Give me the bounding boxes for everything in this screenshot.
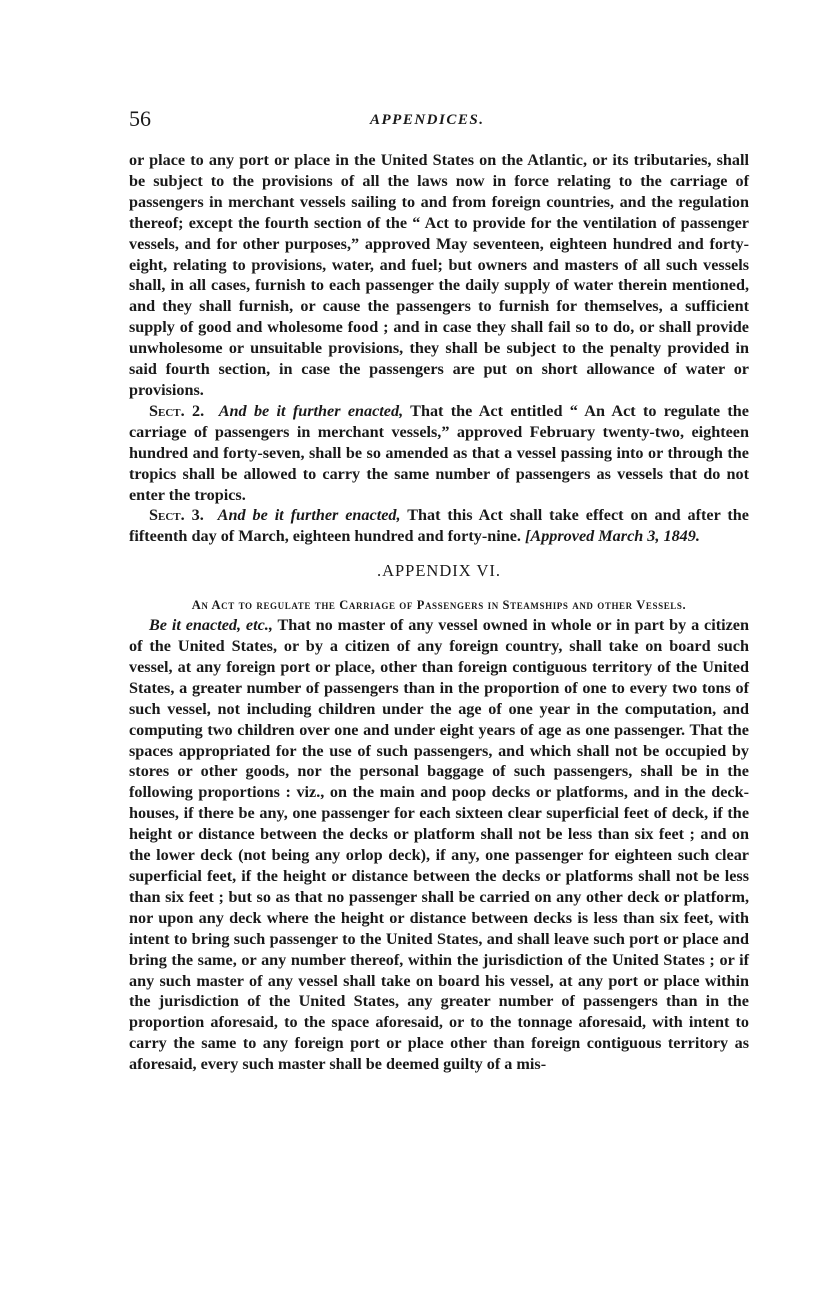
act-title: An Act to regulate the Carriage of Passengers in Steamships and other Vessels.	[191, 598, 687, 613]
section-3-enacting-clause: And be it further enacted,	[217, 506, 401, 525]
section-2-paragraph	[129, 401, 749, 506]
page-number: 56	[129, 106, 151, 131]
section-3-label: Sect. 3.	[149, 506, 204, 525]
section-2-text: That the Act entitled “ An Act to regulate the carriage of passengers in merchant vessels,” approved February twenty-two, eighteen hundred and forty-seven, shall be so amended as that a vessel passing into or through the tropics shall be allowed to carry the same number of passengers as vessels that do not enter the tropics.	[129, 401, 749, 504]
section-2-label: Sect. 2.	[149, 401, 205, 420]
approval-note: [Approved March 3, 1849.	[525, 527, 700, 546]
appendix-title: .APPENDIX VI.	[376, 561, 502, 581]
act-enacting-clause: Be it enacted, etc.,	[149, 616, 273, 635]
body-text	[129, 150, 749, 1075]
section-3-paragraph	[129, 505, 749, 547]
section-3-text: That this Act shall take effect on and after the fifteenth day of March, eighteen hundred and forty-nine.	[129, 506, 749, 546]
section-2-enacting-clause: And be it further enacted,	[218, 401, 404, 420]
paragraph-continuation: or place to any port or place in the United States on the Atlantic, or its tributaries, shall be subject to the provisions of all the laws now in force relating to the carriage of passengers in merchant vessels sailing to and from foreign countries, and the regulation thereof; except the fourth section of the “ Act to provide for the ventilation of passenger vessels, and for other purposes,” approved May seventeen, eighteen hundred and forty-eight, relating to provisions, water, and fuel; but owners and masters of all such vessels shall, in all cases, furnish to each passenger the daily supply of water therein mentioned, and they shall furnish, or cause the passengers to furnish for themselves, a sufficient supply of good and wholesome food ; and in case they shall fail so to do, or shall provide unwholesome or unsuitable provisions, they shall be subject to the penalty provided in said fourth section, in case the passengers are put on short allowance of water or provisions.	[129, 151, 749, 399]
act-body-text: That no master of any vessel owned in whole or in part by a citizen of the United States, or by a citizen of any foreign country, shall take on board such vessel, at any foreign port or place, other than foreign contiguous territory of the United States, a greater number of passengers than in the proportion of one to every two tons of such vessel, not including children under the age of one year in the computation, and computing two children over one and under eight years of age as one passenger. That the spaces appropriated for the use of such passengers, and which shall not be occupied by stores or other goods, nor the personal baggage of such passengers, shall be in the following proportions : viz., on the main and poop decks or platforms, and in the deck-houses, if there be any, one passenger for each sixteen clear superficial feet of deck, if the height or distance between the decks or platform shall not be less than six feet ; and on the lower deck (not being any orlop deck), if any, one passenger for eighteen such clear superficial feet, if the height or distance between the decks or platforms shall not be less than six feet ; but so as that no passenger shall be carried on any other deck or platform, nor upon any deck where the height or distance between decks is less than six feet, with intent to bring such passenger to the United States, and shall leave such port or place and bring the same, or any number thereof, within the jurisdiction of the United States ; or if any such master of any vessel shall take on board his vessel, at any port or place within the jurisdiction of the United States, any greater number of passengers than in the proportion aforesaid, to the space aforesaid, or to the tonnage aforesaid, with intent to carry the same to any foreign port or place other than foreign contiguous territory as aforesaid, every such master shall be deemed guilty of a mis-	[129, 616, 749, 1074]
act-body-paragraph	[129, 615, 749, 1075]
running-head: APPENDICES.	[370, 112, 485, 128]
page-header	[129, 106, 749, 136]
